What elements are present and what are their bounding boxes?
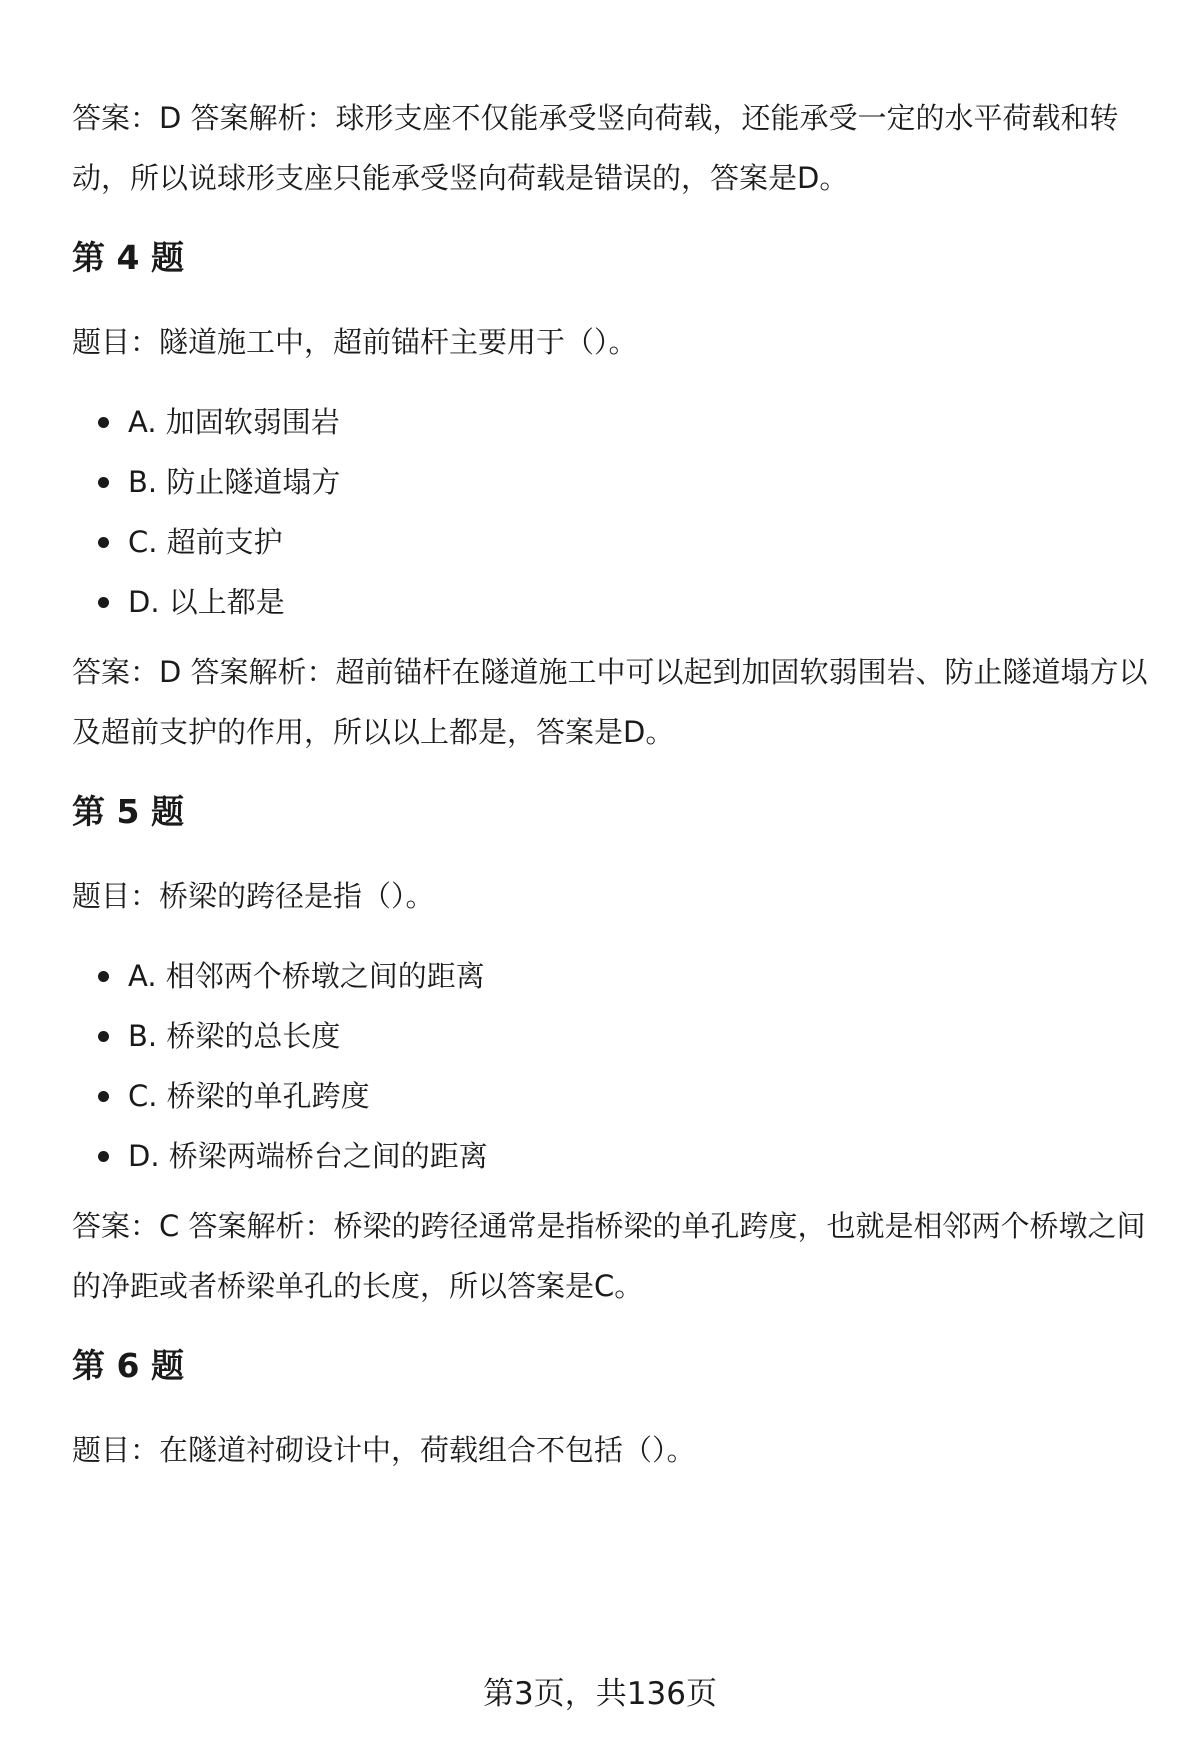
- question-6-text: 题目：在隧道衬砌设计中，荷载组合不包括（）。: [72, 1433, 696, 1467]
- question-4-option-b: [72, 452, 340, 512]
- bullet-icon: [98, 597, 109, 608]
- question-4-answer: 答案：D 答案解析：超前锚杆在隧道施工中可以起到加固软弱围岩、防止隧道塌方以及超前支护的作用，所以以上都是，答案是D。: [72, 655, 1148, 749]
- option-label: D. 桥梁两端桥台之间的距离: [128, 1139, 488, 1173]
- bullet-icon: [98, 1151, 109, 1162]
- bullet-icon: [98, 971, 109, 982]
- question-4-text: 题目：隧道施工中，超前锚杆主要用于（）。: [72, 325, 638, 359]
- question-4-option-d: [72, 572, 340, 632]
- bullet-icon: [98, 537, 109, 548]
- question-6-heading: 第 6 题: [72, 1346, 184, 1385]
- option-label: D. 以上都是: [128, 585, 285, 619]
- option-label: C. 桥梁的单孔跨度: [128, 1079, 370, 1113]
- question-4-options: [72, 392, 340, 632]
- question-5-heading: 第 5 题: [72, 792, 184, 831]
- page-number-footer: 第3页，共136页: [483, 1676, 717, 1712]
- option-label: A. 加固软弱围岩: [128, 405, 340, 439]
- question-5-answer: 答案：C 答案解析：桥梁的跨径通常是指桥梁的单孔跨度，也就是相邻两个桥墩之间的净距或者桥梁单孔的长度，所以答案是C。: [72, 1209, 1146, 1303]
- question-5-option-a: [72, 946, 488, 1006]
- question-5-option-d: [72, 1126, 488, 1186]
- question-5-option-c: [72, 1066, 488, 1126]
- option-label: C. 超前支护: [128, 525, 283, 559]
- bullet-icon: [98, 477, 109, 488]
- question-4-heading: 第 4 题: [72, 238, 184, 277]
- question-4-option-a: [72, 392, 340, 452]
- option-label: A. 相邻两个桥墩之间的距离: [128, 959, 485, 993]
- prev-answer-text: 答案：D 答案解析：球形支座不仅能承受竖向荷载，还能承受一定的水平荷载和转动，所以说球形支座只能承受竖向荷载是错误的，答案是D。: [72, 101, 1119, 195]
- bullet-icon: [98, 1031, 109, 1042]
- question-5-text: 题目：桥梁的跨径是指（）。: [72, 879, 435, 913]
- bullet-icon: [98, 1091, 109, 1102]
- question-5-options: [72, 946, 488, 1186]
- question-5-option-b: [72, 1006, 488, 1066]
- question-4-option-c: [72, 512, 340, 572]
- option-label: B. 防止隧道塌方: [128, 465, 341, 499]
- bullet-icon: [98, 417, 109, 428]
- option-label: B. 桥梁的总长度: [128, 1019, 341, 1053]
